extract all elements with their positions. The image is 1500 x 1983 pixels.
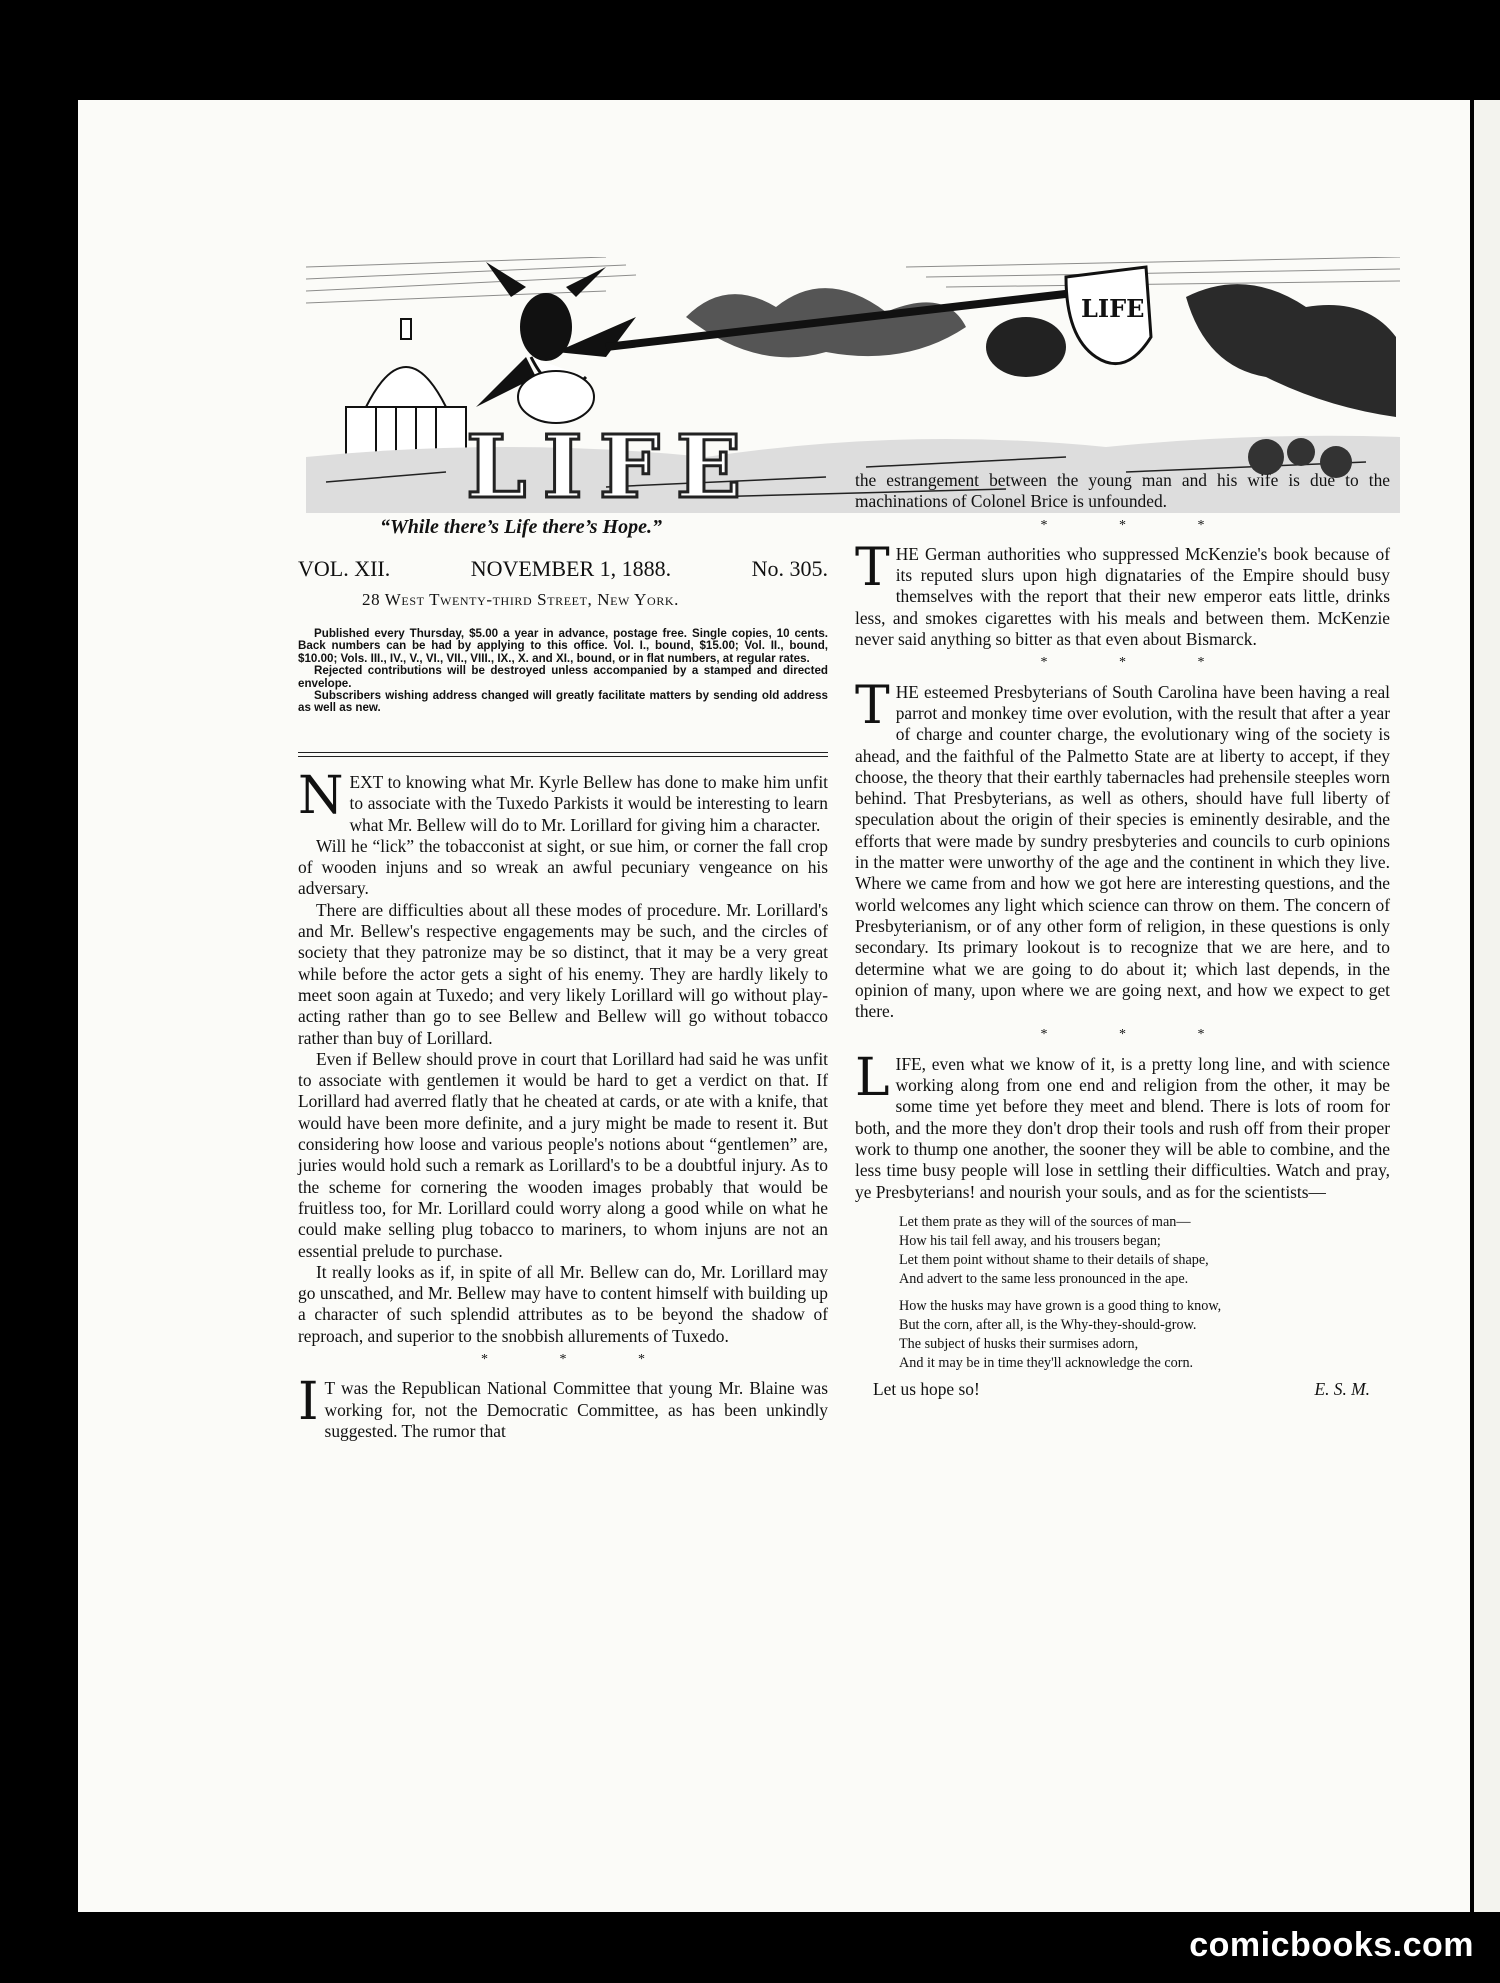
issue-number: No. 305. [751,556,828,581]
dropcap: T [855,675,890,736]
paragraph: Even if Bellew should prove in court that Lorillard had said he was unfit to associate with gentlemen it would be hard to get a verdict on that. If Lorillard had averred flatly that he cheated at cards, or ate with a knife, that would have been more definite, and a jury might be made to resent it. But considering how loose and various people's notions about “gentlemen” are, juries would hold such a remark as Lorillard's to be a doubtful injury. As to the scheme for cornering the wooden images probably that would be fruitless too, for Mr. Lorillard could worry along a good while on what he could make selling plug tobacco to mariners, to whom injuns are not an essential prelude to purchase. [298,1048,828,1261]
article-life [855,1047,1390,1203]
pubinfo-subscribers: Subscribers wishing address changed will greatly facilitate matters by sending old address as well as new. [298,689,828,715]
poem-line: Let them prate as they will of the sources of man— [899,1213,1191,1230]
poem-line: The subject of husks their surmises adorn, [899,1335,1139,1352]
dropcap: I [298,1372,319,1433]
dropcap: L [855,1047,890,1108]
issue-date: NOVEMBER 1, 1888. [470,556,672,581]
shield-text: LIFE [1081,294,1145,323]
paragraph: HE esteemed Presbyterians of South Carolina have been having a real parrot and monkey time over evolution, with the result that after a year of charge and counter charge, the evolutionary wing of the society is ahead, and the faithful of the Palmetto State are at liberty to accept, if they choose, the theory that their earthly tabernacles had prehensile steeples worn behind. That Presbyterians, as well as others, should have full liberty of speculation about the origin of their species is eminently desirable, and the efforts that were made by sundry presbyteries and councils to curb opinions in the matter were unworthy of the age and the continent in which they live. Where we came from and how we got here are interesting questions, and the world welcomes any light which science can throw on them. The concern of Presbyterianism, or of any other form of religion, in these questions is only secondary. Its primary lookout is to recognize that we are here, and to determine what we are going to do about it; which last depends, in the opinion of many, upon where we are going next, and how we expect to get there. [855,681,1390,1022]
paragraph-continued: the estrangement between the young man and his wife is due to the machinations of Colonel Brice is unfounded. [855,470,1390,512]
poem-line: Let them point without shame to their details of shape, [899,1251,1209,1268]
motto: “While there’s Life there’s Hope.” [380,516,662,538]
divider-rule [298,756,828,757]
poem-line: How the husks may have grown is a good thing to know, [899,1297,1222,1314]
section-separator: * * * [1040,655,1239,671]
column-right [855,470,1390,1400]
dropcap: T [855,537,890,598]
poem [899,1213,1390,1373]
poem-line: And advert to the same less pronounced in the ape. [899,1270,1189,1287]
publication-info [298,628,828,715]
paragraph: T was the Republican National Committee that young Mr. Blaine was working for, not the Democratic Committee, as has been unkindly suggested. The rumor that [324,1378,828,1441]
dropcap: N [298,766,344,826]
author-signature: E. S. M. [1314,1378,1370,1399]
signoff [855,1379,1390,1400]
poem-line: But the corn, after all, is the Why-they-should-grow. [899,1316,1197,1333]
article-blaine [298,1372,828,1442]
next-page-edge [1474,100,1500,1912]
paragraph: There are difficulties about all these modes of procedure. Mr. Lorillard's and Mr. Bellew's respective engagements may be such, and the circles of society that they patronize may be so distinct, that it may be a very great while before the actor gets a sight of his enemy. They are hardly likely to meet soon again at Tuxedo; and very likely Lorillard will go without play-acting rather than go to see Bellew and Bellew will go without tobacco rather than buy of Lorillard. [298,899,828,1048]
stanza-gap [899,1289,1390,1297]
pubinfo-rates: Published every Thursday, $5.00 a year in advance, postage free. Single copies, 10 cents. Back numbers can be had by applying to this office. Vol. I., bound, $15.00; Vol. II., bound, $10.00; Vols. III., IV., V., VI., VII., VIII., IX., X. and XI., bound, or in flat numbers, at regular rates. [298,627,828,665]
issue-line [298,556,828,582]
paragraph: It really looks as if, in spite of all Mr. Bellew can do, Mr. Lorillard may go unscathed, and Mr. Bellew may have to content himself with building up a character of such splendid attributes as to be beyond the shadow of reproach, and superior to the snobbish allurements of Tuxedo. [298,1261,828,1346]
article-bellew [298,766,828,836]
section-separator: * * * [1040,1027,1239,1043]
logo: LIFE [466,417,758,518]
pubinfo-contributions: Rejected contributions will be destroyed unless accompanied by a stamped and directed envelope. [298,664,828,690]
section-separator: * * * [481,1352,679,1368]
volume: VOL. XII. [298,556,391,581]
paragraph: IFE, even what we know of it, is a pretty long line, and with science working along from one end and religion from the other, it may be some time yet before they meet and blend. There is lots of room for both, and the more they don't drop their tools and rush off from their proper work to thump one another, the sooner they will be able to combine, and the less time busy people will lose in settling their difficulties. Watch and pray, ye Presbyterians! and nourish your souls, and as for the scientists— [855,1053,1390,1202]
column-left [298,766,828,1442]
article-mckenzie [855,537,1390,650]
divider-rule [298,752,828,753]
closing-line: Let us hope so! [873,1378,980,1399]
poem-line: And it may be in time they'll acknowledge the corn. [899,1354,1194,1371]
poem-line: How his tail fell away, and his trousers began; [899,1232,1161,1249]
watermark: comicbooks.com [1189,1926,1474,1964]
paragraph: Will he “lick” the tobacconist at sight, or sue him, or corner the fall crop of wooden injuns and so wreak an awful pecuniary vengeance on his adversary. [298,835,828,899]
article-presbyterians [855,675,1390,1023]
paragraph: HE German authorities who suppressed McKenzie's book because of its reputed slurs upon high dignataries of the Empire should busy themselves with the report that their new emperor eats little, drinks less, and smokes cigarettes with his meals and between them. McKenzie never said anything so bitter as that even about Bismarck. [855,543,1390,650]
paragraph: EXT to knowing what Mr. Kyrle Bellew has done to make him unfit to associate with the Tuxedo Parkists it would be interesting to learn what Mr. Bellew will do to Mr. Lorillard for giving him a character. [349,772,828,835]
section-separator: * * * [1040,517,1239,533]
address: 28 West Twenty-third Street, New York. [362,590,680,609]
